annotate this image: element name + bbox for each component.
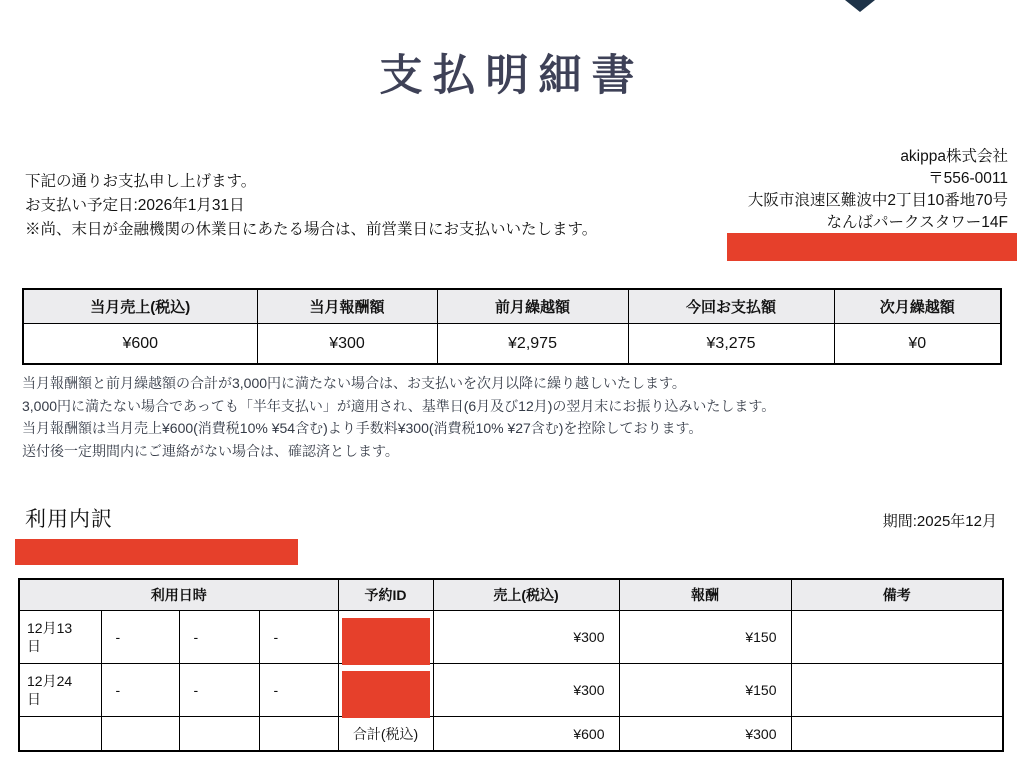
summary-header-sales: 当月売上(税込) (23, 289, 257, 324)
notes-block (22, 372, 775, 462)
usage-section-title: 利用内訳 (25, 508, 113, 531)
page-title: 支払明細書 (379, 52, 645, 100)
intro-note: ※尚、末日が金融機関の休業日にあたる場合は、前営業日にお支払いいたします。 (25, 221, 598, 238)
summary-value-sales: ¥600 (23, 324, 257, 365)
table-row (19, 611, 1003, 664)
total-reward-amount: ¥300 (619, 717, 791, 752)
usage-time-cell: - (179, 611, 259, 664)
detail-header-datetime: 利用日時 (19, 579, 338, 611)
reservation-id-cell (338, 611, 433, 664)
usage-date: 12月24日 (19, 664, 101, 717)
redaction-block-reservation-id (342, 671, 430, 718)
total-row (19, 717, 1003, 752)
summary-value-reward: ¥300 (257, 324, 437, 365)
total-sales-amount: ¥600 (433, 717, 619, 752)
note-line: 3,000円に満たない場合であっても「半年支払い」が適用され、基準日(6月及び12月)の翌月末にお振り込みいたします。 (22, 397, 776, 414)
company-postal-code: 〒556-0011 (928, 170, 1008, 187)
summary-value-row (23, 324, 1001, 365)
usage-date: 12月13日 (19, 611, 101, 664)
summary-header-payment: 今回お支払額 (628, 289, 834, 324)
detail-header-sales: 売上(税込) (433, 579, 619, 611)
detail-header-reward: 報酬 (619, 579, 791, 611)
summary-value-next-carryover: ¥0 (834, 324, 1001, 365)
sales-amount: ¥300 (433, 611, 619, 664)
detail-header-remarks: 備考 (791, 579, 1003, 611)
reward-amount: ¥150 (619, 664, 791, 717)
empty-cell (19, 717, 101, 752)
redaction-block-reservation-id (342, 618, 430, 665)
total-label: 合計(税込) (338, 717, 433, 752)
reservation-id-cell (338, 664, 433, 717)
intro-block (25, 170, 597, 242)
remarks-cell (791, 611, 1003, 664)
usage-time-cell: - (179, 664, 259, 717)
usage-section-header (25, 503, 997, 533)
company-address-block (748, 146, 1008, 234)
note-line: 送付後一定期間内にご連絡がない場合は、確認済とします。 (22, 442, 399, 459)
remarks-cell (791, 717, 1003, 752)
sales-amount: ¥300 (433, 664, 619, 717)
payment-due-date: お支払い予定日:2026年1月31日 (25, 197, 245, 214)
company-address-line2: なんばパークスタワー14F (826, 214, 1008, 231)
remarks-cell (791, 664, 1003, 717)
company-address-line1: 大阪市浪速区難波中2丁目10番地70号 (747, 192, 1008, 209)
note-line: 当月報酬額と前月繰越額の合計が3,000円に満たない場合は、お支払いを次月以降に繰り越しいたします。 (22, 375, 686, 391)
summary-header-next-carryover: 次月繰越額 (834, 289, 1001, 324)
redaction-bar-parking-name (15, 539, 298, 565)
redaction-bar-contact (727, 233, 1017, 261)
intro-line: 下記の通りお支払申し上げます。 (25, 173, 257, 190)
usage-time-cell: - (259, 664, 338, 717)
usage-time-cell: - (101, 664, 179, 717)
usage-detail-table (18, 578, 1004, 752)
summary-table (22, 288, 1002, 365)
detail-header-row (19, 579, 1003, 611)
detail-header-reservation-id: 予約ID (338, 579, 433, 611)
empty-cell (179, 717, 259, 752)
usage-time-cell: - (259, 611, 338, 664)
usage-period: 期間:2025年12月 (882, 513, 997, 530)
empty-cell (259, 717, 338, 752)
summary-value-payment: ¥3,275 (628, 324, 834, 365)
summary-header-reward: 当月報酬額 (257, 289, 437, 324)
company-name: akippa株式会社 (900, 148, 1008, 165)
note-line: 当月報酬額は当月売上¥600(消費税10% ¥54含む)より手数料¥300(消費税10% ¥27含む)を控除しております。 (22, 420, 703, 436)
usage-time-cell: - (101, 611, 179, 664)
logo-arrow-icon (845, 0, 875, 12)
reward-amount: ¥150 (619, 611, 791, 664)
summary-header-row (23, 289, 1001, 324)
empty-cell (101, 717, 179, 752)
summary-value-prev-carryover: ¥2,975 (437, 324, 628, 365)
table-row (19, 664, 1003, 717)
summary-header-prev-carryover: 前月繰越額 (437, 289, 628, 324)
